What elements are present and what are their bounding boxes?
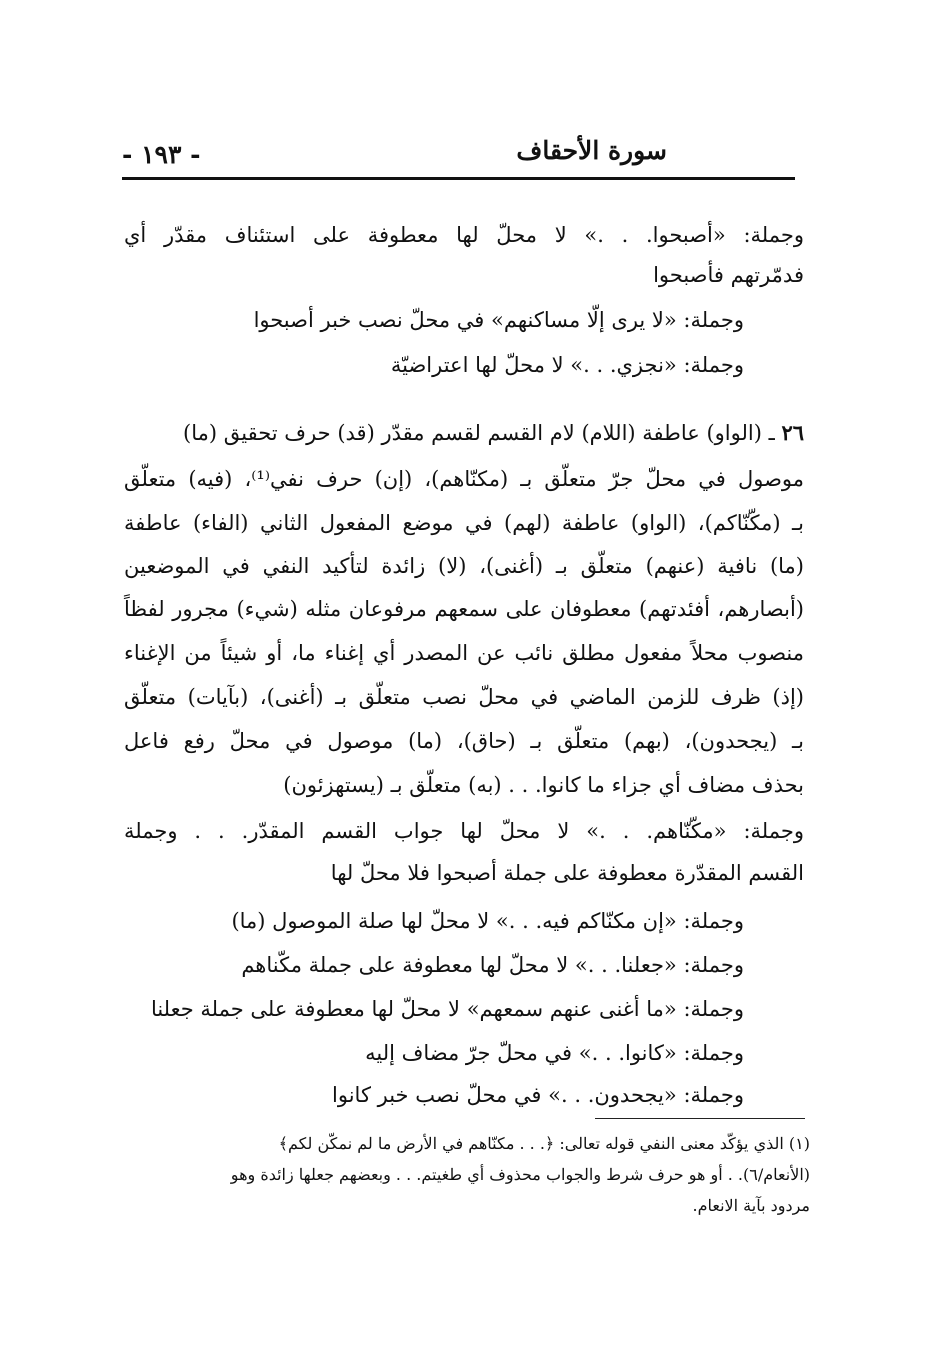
verse26-line5: (أبصارهم، أفئدتهم) معطوفان على سمعهم مرفوعان مثله (شيء) مجرور لفظاً [124,597,804,621]
footnote-line2: (الأنعام/٦). . أو هو حرف شرط والجواب محذوف أي طغيتم. . . وبعضهم جعلها زائدة وهو [230,1165,810,1184]
page-header [122,130,795,178]
verse26-line1 [183,418,804,448]
para2-line2: القسم المقدّرة معطوفة على جملة أصبحوا فلا محلّ لها [330,861,804,885]
verse26-line8: بـ (يجحدون)، (بهم) متعلّق بـ (حاق)، (ما) موصول في محلّ رفع فاعل [124,729,804,753]
verse-number: ٢٦ [781,420,804,445]
para2-line5: وجملة: «ما أغنى عنهم سمعهم» لا محلّ لها معطوفة على جملة جعلنا [150,997,744,1021]
verse26-line9: بحذف مضاف أي جزاء ما كانوا. . . (به) متعلّق بـ (يستهزئون) [283,773,804,797]
header-rule [122,177,795,180]
verse26-line1-text: ـ (الواو) عاطفة (اللام) لام القسم لقسم مقدّر (قد) حرف تحقيق (ما) [183,421,782,445]
footnote-line3: مردود بآية الانعام. [692,1196,810,1215]
surah-title: سورة الأحقاف [516,136,667,165]
para2-line1: وجملة: «مكّنّاهم. . .» لا محلّ لها جواب القسم المقدّر. . . وجملة [124,819,804,843]
verse26-line4: (ما) نافية (عنهم) متعلّق بـ (أغنى)، (لا) زائدة لتأكيد النفي في الموضعين [124,554,804,578]
para2-line6: وجملة: «كانوا. . .» في محلّ جرّ مضاف إليه [365,1041,744,1065]
page-number: - ١٩٣ - [122,140,201,169]
para1-line3: وجملة: «لا يرى إلّا مساكنهم» في محلّ نصب خبر أصبحوا [253,308,744,332]
para1-line2: فدمّرتهم فأصبحوا [653,263,804,287]
verse26-line3: بـ (مكّنّاكم)، (الواو) عاطفة (لهم) في موضع المفعول الثاني (الفاء) عاطفة [124,511,804,535]
footnote-line1: (١) الذي يؤكّد معنى النفي قوله تعالى: ﴿. . . مكنّاهم في الأرض ما لم نمكّن لكم﴾ [278,1134,810,1153]
para2-line3: وجملة: «إن مكنّاكم فيه. . .» لا محلّ لها صلة الموصول (ما) [231,909,744,933]
para1-line4: وجملة: «نجزي. . .» لا محلّ لها اعتراضيّة [390,353,744,377]
para2-line4: وجملة: «جعلنا. . .» لا محلّ لها معطوفة على جملة مكّناهم [241,953,744,977]
verse26-line7: (إذ) ظرف للزمن الماضي في محلّ نصب متعلّق بـ (أغنى)، (بآيات) متعلّق [124,685,804,709]
para1-line1: وجملة: «أصبحوا. . .» لا محلّ لها معطوفة على استئناف مقدّر أي [124,223,804,247]
para2-line7: وجملة: «يجحدون. . .» في محلّ نصب خبر كانوا [332,1083,744,1107]
verse26-line6: منصوب محلاً مفعول مطلق نائب عن المصدر أي إغناء ما، أو شيئاً من الإغناء [124,641,804,665]
footnote-rule [595,1118,805,1119]
verse26-line2: موصول في محلّ جرّ متعلّق بـ (مكنّاهم)، (إن) حرف نفي⁽¹⁾، (فيه) متعلّق [124,467,804,491]
